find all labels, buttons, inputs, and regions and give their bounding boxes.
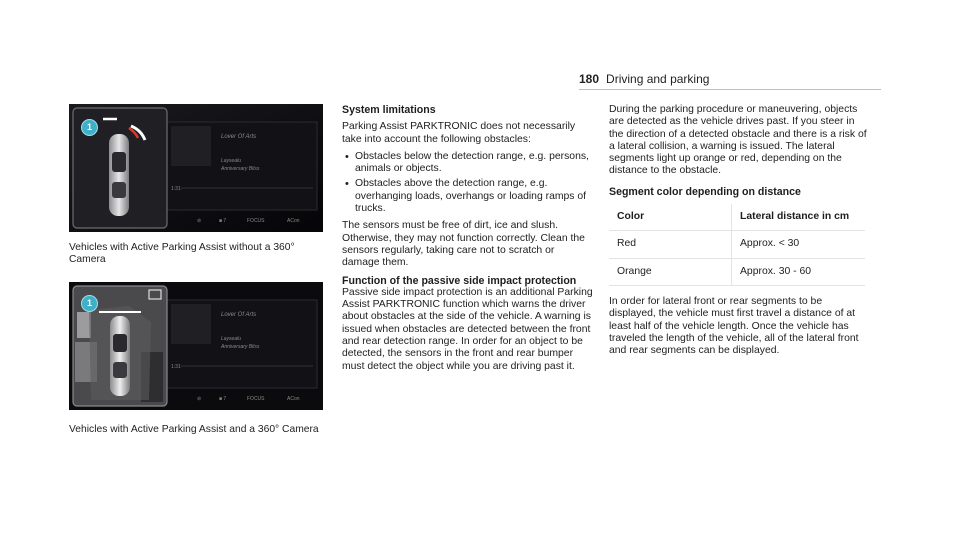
bar-item: FOCUS (247, 218, 265, 224)
table-cell: Approx. 30 - 60 (732, 258, 866, 285)
callout-badge: 1 (81, 119, 98, 136)
track-artist: Laysealu (221, 158, 242, 164)
table-row (609, 231, 865, 258)
obstacle-list (342, 151, 594, 215)
bar-item: ■ 7 (219, 396, 227, 402)
parktronic-screen (69, 104, 323, 232)
table-title: Segment color depending on distance (609, 185, 801, 198)
text-column-right (609, 104, 871, 362)
paragraph: Passive side impact protection is an additional Parking Assist PARKTRONIC function which warns the driver about obstacles at the side of the vehicle. A warning is issued when obstacles are detected between the front and rear detection range. In order for an object to be detected, the sensors in the front and rear bumper must detect the object while you are driving past it. (342, 286, 593, 372)
table-cell: Approx. < 30 (732, 231, 866, 258)
bar-item: ⊘ (197, 396, 202, 402)
page-number: 180 (579, 72, 600, 86)
table-row (609, 258, 865, 285)
paragraph: Parking Assist PARKTRONIC does not necessarily take into account the following obstacles: (342, 121, 576, 145)
section-title: Driving and parking (606, 72, 710, 86)
list-item: • Obstacles below the detection range, e.g. persons, animals or objects. (342, 151, 594, 176)
section-heading: System limitations (342, 104, 436, 116)
section-heading: Function of the passive side impact protection (342, 274, 577, 287)
figure-caption: Vehicles with Active Parking Assist without a 360° Camera (69, 242, 295, 265)
track-title: Lover Of Arts (221, 134, 257, 140)
album-art (171, 304, 211, 344)
car-top-view (110, 316, 130, 396)
header-rule (579, 89, 881, 90)
paragraph: During the parking procedure or maneuvering, objects are detected as the vehicle drives past. If you steer in the direction of a detected obstacle and there is a risk of a lateral collision, a warning is issued. The lateral segments light up orange or red, depending on the distance to the obstacle. (609, 104, 867, 177)
table-cell: Red (609, 231, 732, 258)
bar-item: FOCUS (247, 396, 265, 402)
track-artist: Laysealu (221, 336, 242, 342)
car-top-view (109, 134, 129, 216)
track-time: 1:31 (171, 364, 181, 370)
track-title: Lover Of Arts (221, 312, 257, 318)
table-header: Lateral distance in cm (732, 204, 866, 231)
header (579, 72, 709, 86)
segment-color-table (609, 204, 865, 286)
callout-badge: 1 (81, 295, 98, 312)
track-album: Anniversary Bliss (221, 344, 260, 350)
list-item: • Obstacles above the detection range, e.g. overhanging loads, overhangs or loading ramps of trucks. (342, 178, 594, 215)
camera-screen (69, 282, 323, 410)
bar-item: ACon (287, 218, 300, 224)
paragraph: The sensors must be free of dirt, ice and slush. Otherwise, they may not function correctly. Clean the sensors regularly, taking care not to scratch or damage them. (342, 220, 585, 269)
track-album: Anniversary Bliss (221, 166, 260, 172)
table-header: Color (609, 204, 732, 231)
bar-item: ACon (287, 396, 300, 402)
figure-caption: Vehicles with Active Parking Assist and a 360° Camera (69, 424, 319, 435)
figure-parktronic-display (69, 104, 323, 232)
table-header-row (609, 204, 865, 231)
table-cell: Orange (609, 258, 732, 285)
text-column-middle (342, 104, 594, 378)
track-time: 1:31 (171, 186, 181, 192)
paragraph: In order for lateral front or rear segments to be displayed, the vehicle must first travel a distance of at least half of the vehicle length. Once the vehicle has traveled the length of the vehicle, all of the lateral front and rear segments can be displayed. (609, 295, 859, 357)
album-art (171, 126, 211, 166)
bar-item: ⊘ (197, 218, 202, 224)
bar-item: ■ 7 (219, 218, 227, 224)
figure-360-camera-display (69, 282, 323, 410)
